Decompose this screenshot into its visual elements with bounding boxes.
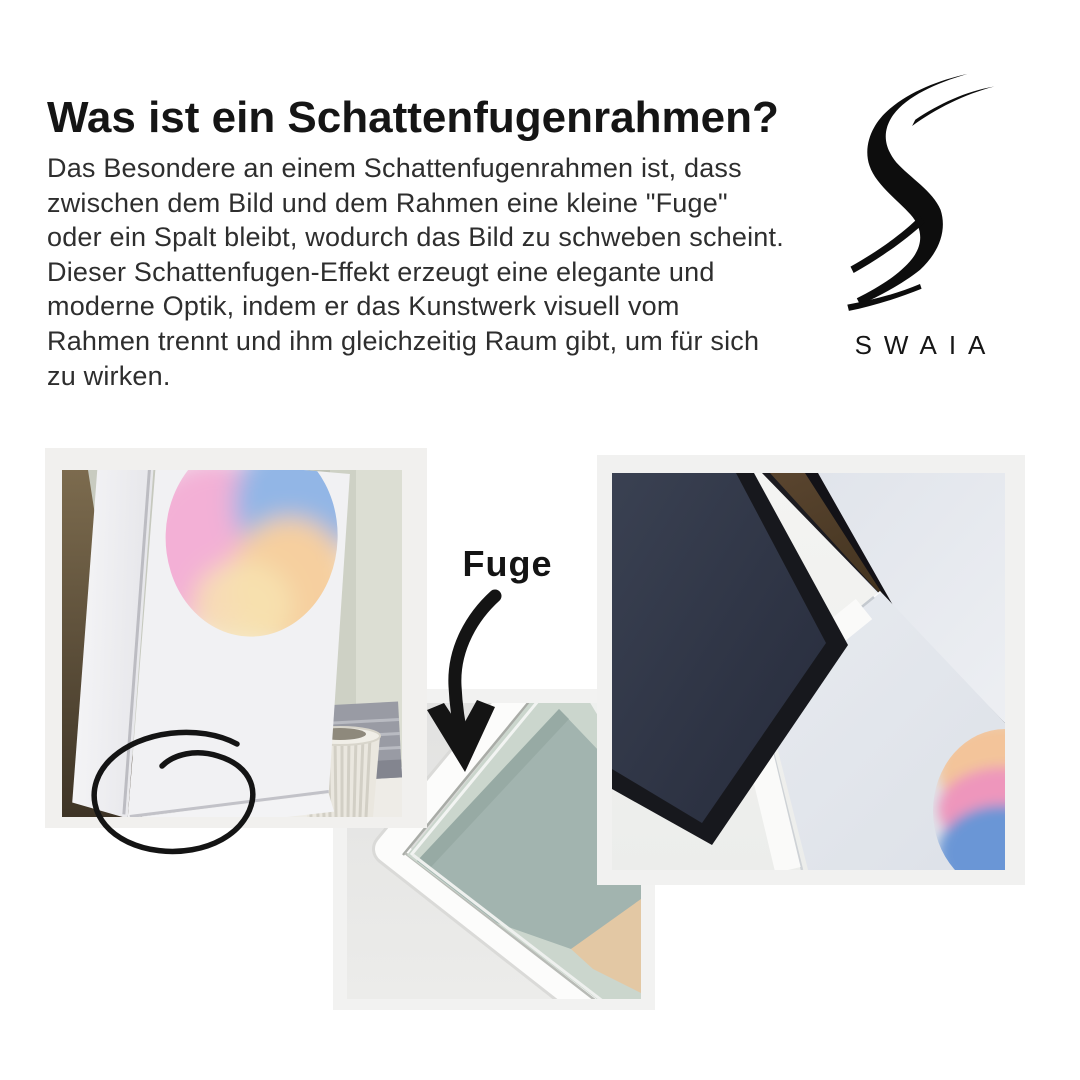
brush-arrow-down-icon [413, 586, 538, 781]
brand-logo [832, 66, 1008, 361]
fuge-label: Fuge [462, 543, 553, 584]
stacked-frames-photo [612, 473, 1005, 870]
photo-panel-stacked-frames [597, 455, 1025, 885]
swaia-s-brushstroke-icon [841, 66, 999, 322]
page-title: Was ist ein Schattenfugenrahmen? [47, 93, 779, 143]
brand-name: SWAIA [854, 330, 998, 360]
intro-paragraph: Das Besondere an einem Schattenfugenrahmen ist, dass zwischen dem Bild und dem Rahmen eine kleine "Fuge" oder ein Spalt bleibt, wodurch das Bild zu schweben scheint. Dieser Schattenfugen-Effekt erzeugt eine elegante und moderne Optik, indem er das Kunstwerk visuell vom Rahmen trennt und ihm gleichzeitig Raum gibt, um für sich zu wirken. [47, 153, 784, 391]
hand-drawn-circle-icon [82, 722, 272, 872]
